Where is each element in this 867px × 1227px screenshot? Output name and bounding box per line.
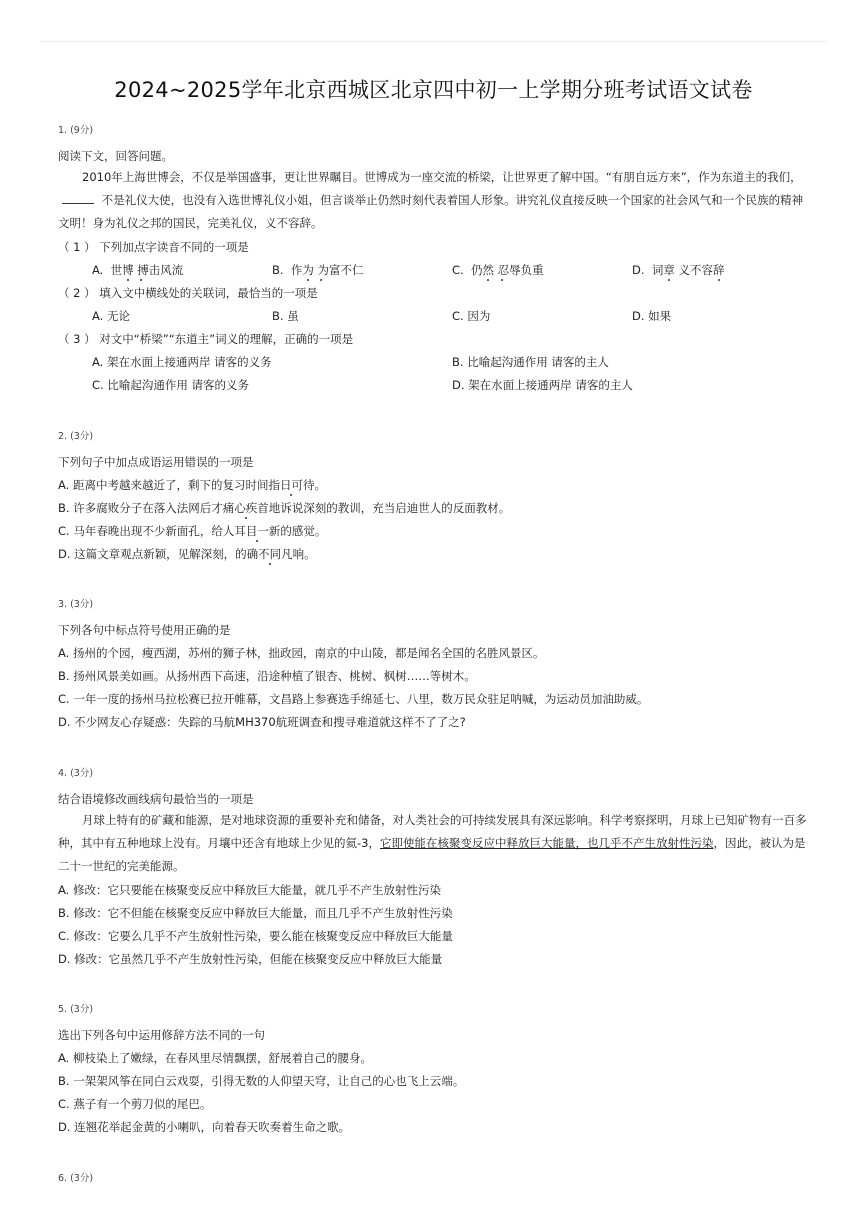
q5-header: 5. (3分) <box>58 1004 94 1015</box>
q1-sub3-option-d[interactable]: D. 架在水面上接通两岸 请客的主人 <box>452 378 633 392</box>
q4-stem: 结合语境修改画线病句最恰当的一项是 <box>58 792 254 806</box>
q3-option-d[interactable]: D. 不少网友心存疑惑：失踪的马航MH370航班调查和搜寻难道就这样不了了之? <box>58 715 466 729</box>
q4-passage-part1: 月球上特有的矿藏和能源，是对地球资源的重要补充和储备，对人类社会的可持续发展具有深远影响。科学考察探明，月球上已知矿物有一百多种，其中有五种地球上没有。月壤中还含有地球上少见的氦-3， <box>58 813 807 850</box>
q3-option-a[interactable]: A. 扬州的个园，瘦西湖，苏州的狮子林，拙政园，南京的中山陵，都是闻名全国的名胜风景区。 <box>58 646 545 660</box>
q1-sub3-option-c[interactable]: C. 比喻起沟通作用 请客的义务 <box>92 378 249 392</box>
q4-header: 4. (3分) <box>58 768 94 779</box>
q2-option-b[interactable]: B. 许多腐败分子在落入法网后才痛心疾首地诉说深刻的教训，充当启迪世人的反面教材。 <box>58 501 511 515</box>
q1-sub2-option-d[interactable]: D. 如果 <box>632 309 672 323</box>
q4-passage <box>58 809 808 878</box>
top-divider <box>40 41 827 42</box>
q1-sub3-option-a[interactable]: A. 架在水面上接通两岸 请客的义务 <box>92 355 272 369</box>
q1-sub2-option-b[interactable]: B. 虽 <box>272 309 299 323</box>
q4-option-c[interactable]: C. 修改：它要么几乎不产生放射性污染，要么能在核聚变反应中释放巨大能量 <box>58 929 453 943</box>
q1-sub3: （ 3 ） 对文中“桥梁”“东道主”词义的理解，正确的一项是 <box>58 332 354 346</box>
q3-option-c[interactable]: C. 一年一度的扬州马拉松赛已拉开帷幕，文昌路上参赛选手绵延七、八里，数万民众驻足呐喊，为运动员加油助威。 <box>58 692 649 706</box>
q1-passage-part1: 2010年上海世博会，不仅是举国盛事，更让世界瞩目。世博成为一座交流的桥梁，让世界更了解中国。“有朋自远方来”，作为东道主的我们， <box>82 170 802 184</box>
q3-stem: 下列各句中标点符号使用正确的是 <box>58 623 231 637</box>
q1-sub1-option-a[interactable]: A. 世博 搏击风流 <box>92 263 184 277</box>
q5-option-a[interactable]: A. 柳枝染上了嫩绿，在春风里尽情飘摆，舒展着自己的腰身。 <box>58 1051 372 1065</box>
q4-option-b[interactable]: B. 修改：它不但能在核聚变反应中释放巨大能量，而且几乎不产生放射性污染 <box>58 906 453 920</box>
q2-option-d[interactable]: D. 这篇文章观点新颖，见解深刻，的确不同凡响。 <box>58 547 316 561</box>
q1-sub1-option-c[interactable]: C. 仍然 忍辱负重 <box>452 263 544 277</box>
q3-header: 3. (3分) <box>58 599 94 610</box>
q1-sub1-option-b[interactable]: B. 作为 为富不仁 <box>272 263 364 277</box>
q1-sub3-option-b[interactable]: B. 比喻起沟通作用 请客的主人 <box>452 355 609 369</box>
q5-option-b[interactable]: B. 一架架风筝在同白云戏耍，引得无数的人仰望天穹，让自己的心也飞上云端。 <box>58 1074 465 1088</box>
q4-option-a[interactable]: A. 修改：它只要能在核聚变反应中释放巨大能量，就几乎不产生放射性污染 <box>58 883 441 897</box>
q2-header: 2. (3分) <box>58 431 94 442</box>
q1-sub2: （ 2 ） 填入文中横线处的关联词，最恰当的一项是 <box>58 286 318 300</box>
q4-passage-part2: ，因此，被认为是二十一世纪的完美能源。 <box>58 836 806 873</box>
q1-sub2-option-a[interactable]: A. 无论 <box>92 309 130 323</box>
q5-option-c[interactable]: C. 燕子有一个剪刀似的尾巴。 <box>58 1097 212 1111</box>
q3-option-b[interactable]: B. 扬州风景美如画。从扬州西下高速，沿途种植了银杏、桃树、枫树……等树木。 <box>58 669 476 683</box>
q5-stem: 选出下列各句中运用修辞方法不同的一句 <box>58 1028 265 1042</box>
q5-option-d[interactable]: D. 连翘花举起金黄的小喇叭，向着春天吹奏着生命之歌。 <box>58 1120 351 1134</box>
q1-sub2-option-c[interactable]: C. 因为 <box>452 309 491 323</box>
q1-blank <box>62 192 94 204</box>
q1-sub1: （ 1 ） 下列加点字读音不同的一项是 <box>58 240 249 254</box>
q1-passage-part2: 不是礼仪大使，也没有入选世博礼仪小姐，但言谈举止仍然时刻代表着国人形象。讲究礼仪直接反映一个国家的社会风气和一个民族的精神文明！身为礼仪之邦的国民，完美礼仪，义不容辞。 <box>58 193 804 230</box>
q6-header: 6. (3分) <box>58 1173 94 1184</box>
q1-passage <box>58 166 808 235</box>
q1-header: 1. (9分) <box>58 125 94 136</box>
q2-option-c[interactable]: C. 马年春晚出现不少新面孔，给人耳目一新的感觉。 <box>58 524 327 538</box>
q1-sub1-option-d[interactable]: D. 词章 义不容辞 <box>632 263 725 277</box>
q4-option-d[interactable]: D. 修改：它虽然几乎不产生放射性污染，但能在核聚变反应中释放巨大能量 <box>58 952 443 966</box>
page-title: 2024~2025学年北京西城区北京四中初一上学期分班考试语文试卷 <box>114 78 753 102</box>
q2-option-a[interactable]: A. 距离中考越来越近了，剩下的复习时间指日可待。 <box>58 478 326 492</box>
q1-intro: 阅读下文，回答问题。 <box>58 149 173 163</box>
q2-stem: 下列句子中加点成语运用错误的一项是 <box>58 455 254 469</box>
q4-underlined-sentence: 它即使能在核聚变反应中释放巨大能量，也几乎不产生放射性污染 <box>379 836 714 850</box>
